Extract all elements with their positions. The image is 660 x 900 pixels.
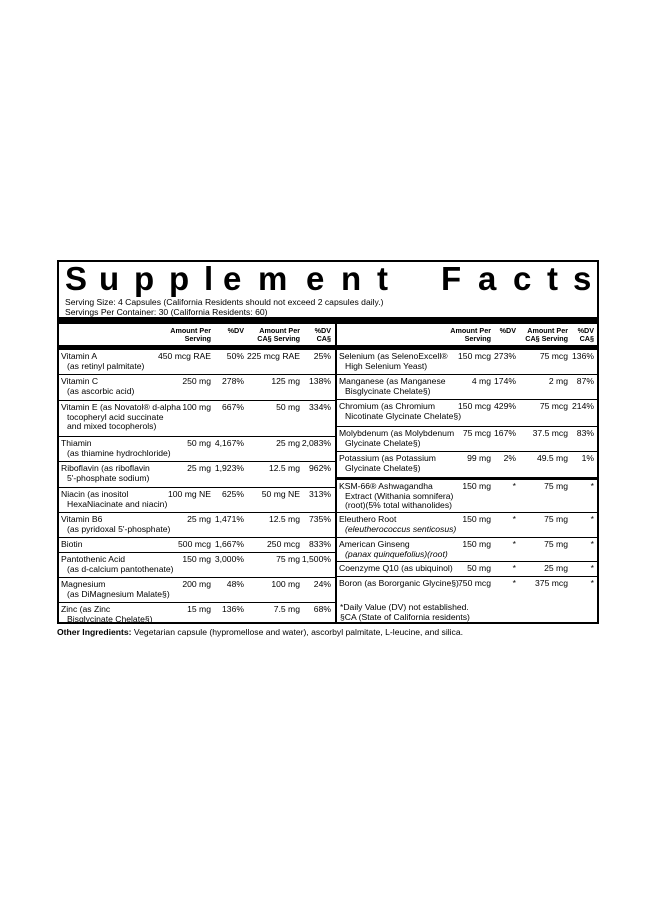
nutrient-row — [337, 374, 597, 399]
title-letter: s — [573, 260, 592, 297]
column-header-line: CA§ Serving — [525, 334, 568, 343]
nutrient-value: 1,667% — [214, 539, 244, 549]
nutrient-name: Magnesium — [61, 579, 106, 589]
nutrient-value: * — [590, 514, 594, 524]
nutrient-value: 962% — [309, 463, 331, 473]
nutrient-value: * — [512, 563, 516, 573]
nutrient-name: Bisglycinate Chelate§) — [345, 385, 431, 396]
nutrient-value: 375 mcg — [535, 578, 568, 588]
nutrient-name: Boron (as Bororganic Glycine§) — [339, 578, 459, 588]
nutrient-name: (as ascorbic acid) — [67, 385, 135, 396]
nutrient-value: 100 mg — [182, 402, 211, 412]
nutrient-value: 150 mcg — [458, 401, 491, 411]
nutrient-name: Nicotinate Glycinate Chelate§) — [345, 410, 462, 421]
nutrient-value: 7.5 mg — [273, 604, 300, 614]
title-letter: e — [306, 260, 325, 297]
nutrient-name: Potassium (as Potassium — [339, 453, 436, 463]
nutrient-value: 99 mg — [467, 453, 491, 463]
nutrient-name: 5'-phosphate sodium) — [67, 472, 150, 483]
nutrient-name: American Ginseng — [339, 539, 410, 549]
nutrient-row — [59, 602, 335, 624]
title-letter: n — [341, 260, 362, 297]
nutrient-name: and mixed tocopherols) — [67, 421, 157, 431]
nutrient-name: Riboflavin (as riboflavin — [61, 463, 150, 473]
nutrient-name: Biotin — [61, 539, 83, 549]
nutrient-value: 833% — [309, 539, 331, 549]
nutrient-value: 150 mg — [182, 554, 211, 564]
column-header-line: Serving — [464, 334, 491, 343]
nutrient-row — [59, 487, 335, 512]
title-letter: c — [513, 260, 532, 297]
nutrient-name: Molybdenum (as Molybdenum — [339, 428, 455, 438]
nutrient-row — [337, 349, 597, 374]
nutrient-name: Glycinate Chelate§) — [345, 462, 421, 473]
nutrient-value: 174% — [494, 376, 516, 386]
column-header-line: %DV — [227, 326, 244, 335]
nutrient-value: 50 mg — [187, 438, 211, 448]
nutrient-value: 735% — [309, 514, 331, 524]
nutrient-value: 225 mcg RAE — [246, 351, 300, 361]
nutrient-value: 1,500% — [301, 554, 331, 564]
nutrient-name: Bisglycinate Chelate§) — [67, 613, 153, 624]
column-header-line: Amount Per — [170, 326, 211, 335]
nutrient-name: KSM-66® Ashwagandha — [339, 481, 433, 491]
title-letter: m — [258, 260, 288, 297]
column-header-line: Amount Per — [259, 326, 300, 335]
nutrient-value: 167% — [494, 428, 516, 438]
footnote-dv: *Daily Value (DV) not established. — [340, 602, 469, 612]
nutrient-value: 12.5 mg — [268, 514, 300, 524]
nutrient-value: 12.5 mg — [268, 463, 300, 473]
title-letter: t — [547, 260, 558, 297]
nutrient-value: 24% — [313, 579, 331, 589]
nutrient-value: 625% — [222, 489, 244, 499]
nutrient-name: tocopheryl acid succinate — [67, 411, 164, 422]
nutrient-row — [337, 451, 597, 477]
nutrient-value: 2,083% — [301, 438, 331, 448]
nutrient-value: 138% — [309, 376, 331, 386]
footnote-ca: §CA (State of California residents) — [340, 612, 470, 622]
column-header — [534, 327, 594, 343]
nutrient-name: Thiamin — [61, 438, 92, 448]
nutrient-value: 214% — [572, 401, 594, 411]
nutrient-name: (as thiamine hydrochloride) — [67, 447, 171, 458]
nutrient-row — [59, 537, 335, 552]
nutrient-value: 750 mcg — [458, 578, 491, 588]
nutrient-name: Niacin (as inositol — [61, 489, 129, 499]
nutrient-name: (as d-calcium pantothenate) — [67, 563, 174, 574]
nutrient-value: 250 mcg — [267, 539, 300, 549]
nutrient-value: 500 mcg — [178, 539, 211, 549]
title-letter: a — [478, 260, 497, 297]
nutrient-value: * — [512, 481, 516, 491]
nutrient-value: 334% — [309, 402, 331, 412]
nutrient-value: 150 mcg — [458, 351, 491, 361]
nutrient-value: 25% — [313, 351, 331, 361]
nutrient-value: 25 mg — [187, 514, 211, 524]
nutrient-value: * — [590, 578, 594, 588]
column-header — [271, 327, 331, 343]
nutrient-name: Chromium (as Chromium — [339, 401, 435, 411]
nutrient-value: 75 mg — [544, 539, 568, 549]
nutrient-row — [59, 461, 335, 487]
column-header-line: Amount Per — [450, 326, 491, 335]
nutrient-value: 4,167% — [214, 438, 244, 448]
nutrient-value: 100 mg NE — [168, 489, 211, 499]
nutrient-value: 75 mg — [544, 514, 568, 524]
nutrient-value: 313% — [309, 489, 331, 499]
nutrient-value: 50% — [226, 351, 244, 361]
nutrient-row — [59, 552, 335, 577]
nutrient-value: * — [590, 539, 594, 549]
nutrient-name: (as retinyl palmitate) — [67, 360, 145, 371]
thick-divider — [59, 317, 597, 324]
nutrient-value: 429% — [494, 401, 516, 411]
column-header-line: %DV — [314, 326, 331, 335]
nutrient-value: 136% — [572, 351, 594, 361]
nutrient-value: * — [590, 481, 594, 491]
column-header — [184, 327, 244, 335]
nutrient-value: 250 mg — [182, 376, 211, 386]
nutrient-row — [59, 400, 335, 436]
nutrient-value: 667% — [222, 402, 244, 412]
title-letter: S — [65, 260, 88, 297]
supplement-facts-panel — [57, 260, 599, 624]
nutrient-row — [337, 426, 597, 451]
nutrient-name: Coenzyme Q10 (as ubiquinol) — [339, 563, 453, 573]
column-header-line: Amount Per — [527, 326, 568, 335]
title-letter: p — [134, 260, 155, 297]
nutrient-value: 136% — [222, 604, 244, 614]
panel-title — [65, 262, 595, 296]
nutrient-value: 15 mg — [187, 604, 211, 614]
nutrient-row — [59, 436, 335, 461]
servings-per-container: Servings Per Container: 30 (California Residents: 60) — [65, 307, 268, 317]
column-header-line: CA§ — [316, 334, 331, 343]
nutrient-value: 25 mg — [187, 463, 211, 473]
nutrient-value: 125 mg — [271, 376, 300, 386]
nutrient-row — [59, 577, 335, 602]
nutrient-value: 450 mcg RAE — [157, 351, 211, 361]
nutrient-value: 25 mg — [544, 563, 568, 573]
nutrient-name: Vitamin A — [61, 351, 98, 361]
nutrient-row — [59, 512, 335, 537]
nutrient-name: Vitamin E (as Novatol® d-alpha — [61, 402, 181, 412]
nutrient-value: 50 mg — [276, 402, 300, 412]
nutrient-name: Selenium (as SelenoExcell® — [339, 351, 448, 361]
nutrient-value: 3,000% — [214, 554, 244, 564]
nutrient-value: 2 mg — [548, 376, 568, 386]
nutrient-row — [59, 374, 335, 400]
column-header — [456, 327, 516, 335]
nutrient-value: 50 mg NE — [261, 489, 300, 499]
column-header-line: Serving — [184, 334, 211, 343]
nutrient-name: (eleutherococcus senticosus) — [345, 523, 457, 534]
nutrient-name: Pantothenic Acid — [61, 554, 126, 564]
nutrient-value: 25 mg — [276, 438, 300, 448]
nutrient-value: 1% — [581, 453, 594, 463]
nutrient-name: (as DiMagnesium Malate§) — [67, 588, 170, 599]
nutrient-value: 75 mg — [544, 481, 568, 491]
nutrient-value: * — [512, 539, 516, 549]
nutrient-row — [337, 576, 597, 596]
title-letter: l — [204, 260, 214, 297]
column-header-line: %DV — [577, 326, 594, 335]
nutrient-value: 75 mg — [276, 554, 300, 564]
nutrient-value: 49.5 mg — [536, 453, 568, 463]
nutrient-value: 83% — [576, 428, 594, 438]
nutrient-row — [337, 512, 597, 537]
nutrient-value: 150 mg — [462, 481, 491, 491]
nutrient-name: Glycinate Chelate§) — [345, 437, 421, 448]
nutrient-value: * — [590, 563, 594, 573]
nutrient-name: (panax quinquefolius)(root) — [345, 548, 448, 559]
other-ingredients — [57, 627, 463, 637]
nutrient-name: Zinc (as Zinc — [61, 604, 111, 614]
title-letter: e — [223, 260, 242, 297]
nutrient-value: * — [512, 514, 516, 524]
nutrient-value: 50 mg — [467, 563, 491, 573]
nutrient-name: HexaNiacinate and niacin) — [67, 498, 168, 509]
nutrient-value: 68% — [313, 604, 331, 614]
nutrient-row — [337, 399, 597, 426]
serving-size: Serving Size: 4 Capsules (California Residents should not exceed 2 capsules daily.) — [65, 297, 384, 307]
nutrient-value: 100 mg — [271, 579, 300, 589]
nutrient-value: 278% — [222, 376, 244, 386]
nutrient-row — [337, 561, 597, 576]
nutrient-name: (root)(5% total withanolides) — [345, 500, 452, 510]
nutrient-name: Eleuthero Root — [339, 514, 397, 524]
nutrient-name: Vitamin C — [61, 376, 99, 386]
title-letter: p — [169, 260, 190, 297]
nutrient-value: 273% — [494, 351, 516, 361]
nutrient-value: 200 mg — [182, 579, 211, 589]
nutrient-name: Manganese (as Manganese — [339, 376, 446, 386]
nutrient-name: High Selenium Yeast) — [345, 360, 428, 371]
other-ingredients-text: Vegetarian capsule (hypromellose and water), ascorbyl palmitate, L-leucine, and silica. — [131, 627, 464, 637]
title-letter: t — [377, 260, 388, 297]
nutrient-row — [337, 477, 597, 512]
nutrient-value: * — [512, 578, 516, 588]
nutrient-value: 1,923% — [214, 463, 244, 473]
nutrient-row — [59, 349, 335, 374]
title-letter: F — [441, 260, 462, 297]
nutrient-value: 48% — [226, 579, 244, 589]
nutrient-value: 2% — [503, 453, 516, 463]
column-header-line: %DV — [499, 326, 516, 335]
other-ingredients-label: Other Ingredients: — [57, 627, 132, 637]
nutrient-value: 37.5 mcg — [532, 428, 568, 438]
column-header-line: CA§ Serving — [257, 334, 300, 343]
nutrient-value: 150 mg — [462, 539, 491, 549]
nutrient-value: 1,471% — [214, 514, 244, 524]
nutrient-name: (as pyridoxal 5'-phosphate) — [67, 523, 171, 534]
nutrient-value: 75 mcg — [539, 401, 568, 411]
column-header-line: CA§ — [579, 334, 594, 343]
title-letter: u — [99, 260, 120, 297]
nutrient-value: 75 mcg — [539, 351, 568, 361]
nutrient-value: 75 mcg — [462, 428, 491, 438]
nutrient-value: 87% — [576, 376, 594, 386]
nutrient-name: Extract (Withania somnifera) — [345, 490, 454, 501]
nutrient-row — [337, 537, 597, 561]
nutrient-value: 4 mg — [471, 376, 491, 386]
nutrient-value: 150 mg — [462, 514, 491, 524]
nutrient-name: Vitamin B6 — [61, 514, 103, 524]
